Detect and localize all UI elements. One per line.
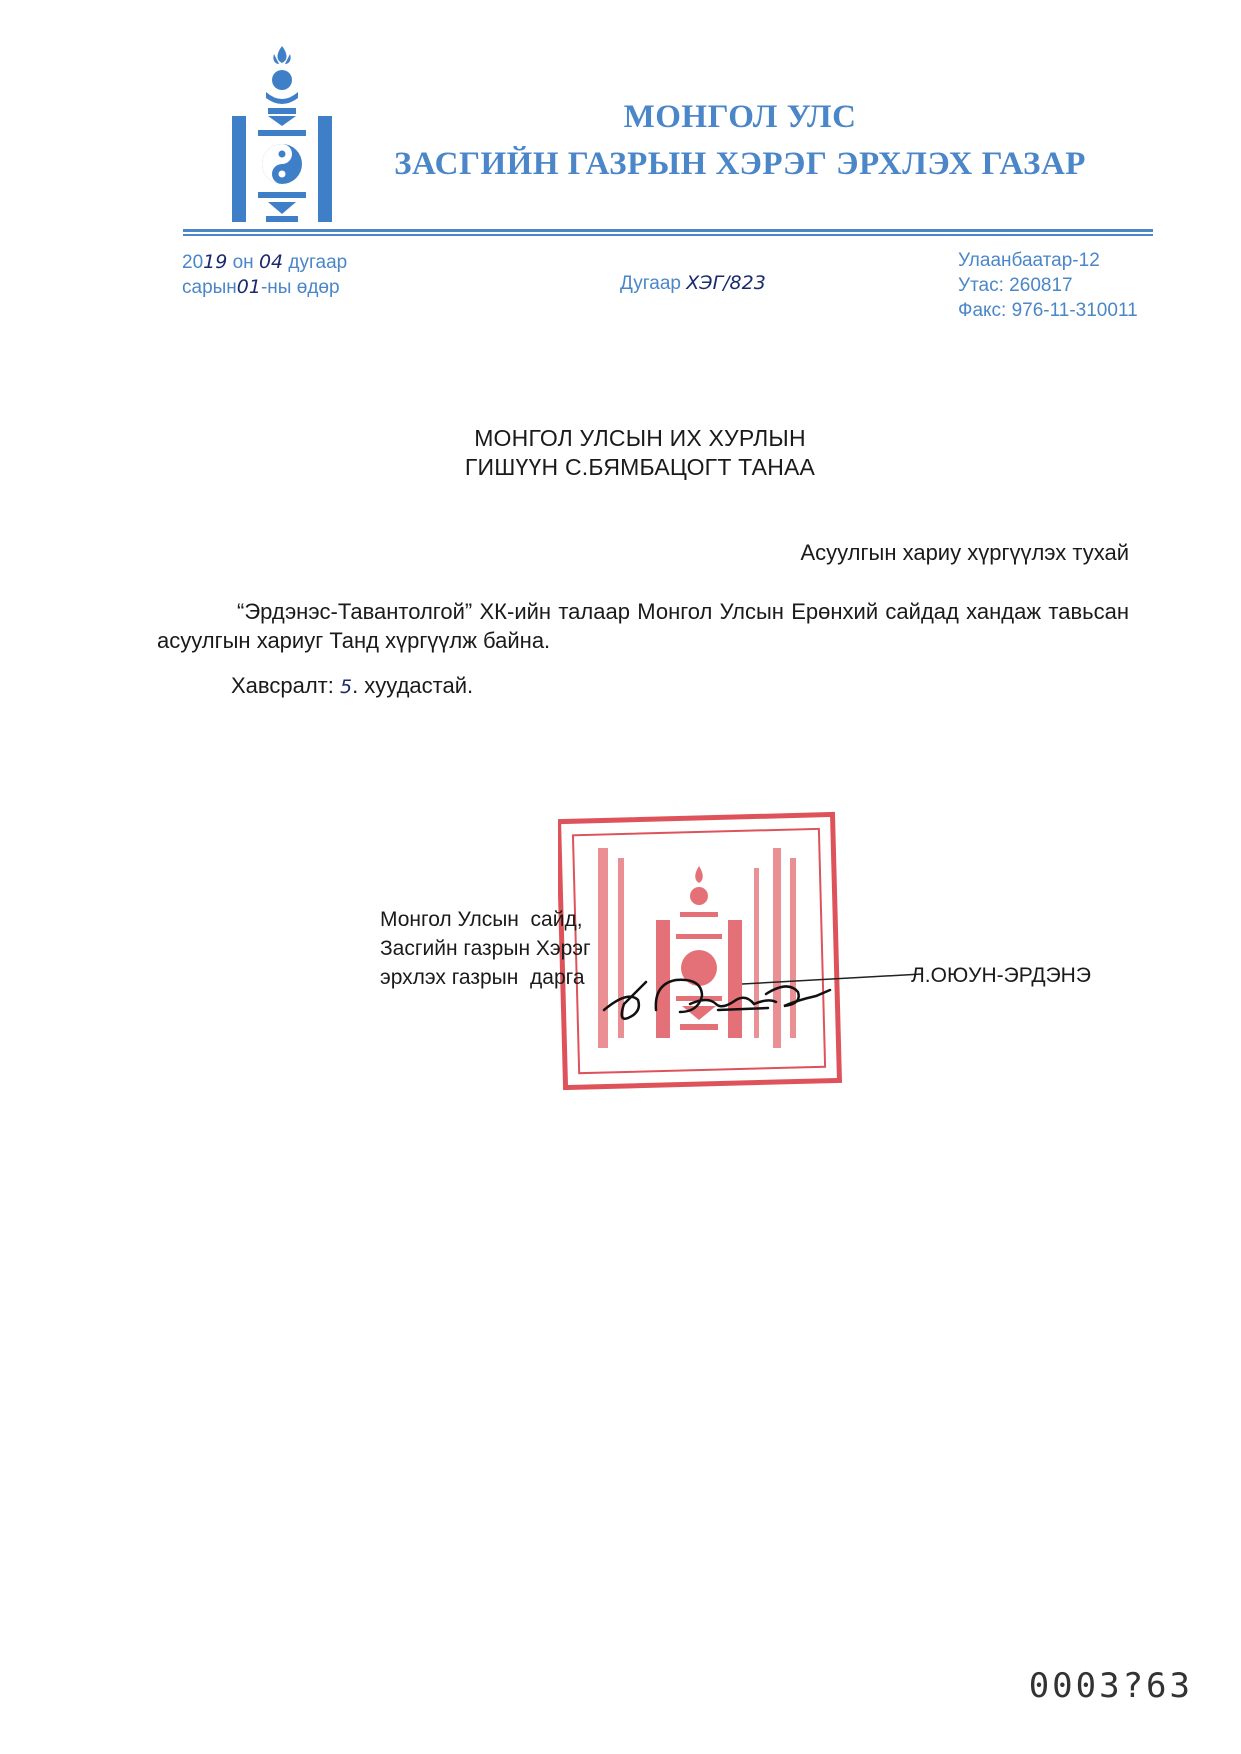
contact-phone: Утас: 260817 bbox=[958, 275, 1073, 296]
letterhead-divider-thin bbox=[183, 234, 1153, 236]
addressee bbox=[300, 424, 980, 482]
letter-number-label: Дугаар bbox=[620, 273, 681, 294]
date-day-word: өдөр bbox=[296, 277, 340, 298]
date-year: 19 bbox=[203, 251, 228, 273]
handwritten-signature bbox=[598, 960, 838, 1030]
soyombo-emblem-icon bbox=[232, 46, 332, 224]
attachment-suffix: . хуудастай. bbox=[352, 673, 474, 698]
addressee-line2: ГИШҮҮН С.БЯМБАЦОГТ ТАНАА bbox=[464, 454, 816, 480]
signatory-title-line3: эрхлэх газрын дарга bbox=[380, 966, 585, 989]
date-on: он bbox=[232, 252, 254, 273]
document-serial-number: 0003?63 bbox=[1028, 1666, 1193, 1706]
letter-number-value: ХЭГ/823 bbox=[686, 272, 766, 294]
letterhead-divider bbox=[183, 229, 1153, 232]
date-day-suffix: -ны bbox=[260, 277, 292, 298]
date-block bbox=[182, 250, 347, 300]
signatory-name: Л.ОЮУН-ЭРДЭНЭ bbox=[911, 964, 1091, 987]
attachment-label: Хавсралт: bbox=[231, 673, 334, 698]
date-month: 04 bbox=[258, 251, 284, 273]
letter-number bbox=[620, 272, 766, 295]
attachment-count: 5 bbox=[339, 676, 353, 698]
date-prefix: 20 bbox=[182, 252, 204, 273]
attachment-line bbox=[231, 673, 473, 699]
contact-block bbox=[958, 248, 1138, 323]
contact-city: Улаанбаатар-12 bbox=[958, 250, 1100, 271]
letterhead-office: ЗАСГИЙН ГАЗРЫН ХЭРЭГ ЭРХЛЭХ ГАЗАР bbox=[394, 146, 1086, 182]
signatory-title-line2: Засгийн газрын Хэрэг bbox=[380, 937, 591, 960]
date-month-word: дугаар bbox=[288, 252, 348, 273]
date-saryn: сарын bbox=[182, 277, 237, 298]
date-day: 01 bbox=[236, 276, 261, 298]
signatory-title-line1: Монгол Улсын сайд, bbox=[380, 908, 583, 931]
addressee-line1: МОНГОЛ УЛСЫН ИХ ХУРЛЫН bbox=[474, 425, 806, 451]
body-paragraph: “Эрдэнэс-Тавантолгой” ХК-ийн талаар Монгол Улсын Ерөнхий сайдад хандаж тавьсан асуулгын хариуг Танд хүргүүлж байна. bbox=[157, 599, 1129, 653]
subject-line: Асуулгын хариу хүргүүлэх тухай bbox=[800, 540, 1129, 565]
contact-fax: Факс: 976-11-310011 bbox=[958, 300, 1138, 321]
signatory-title bbox=[380, 905, 591, 992]
official-seal-stamp bbox=[558, 808, 843, 1093]
letterhead-country: МОНГОЛ УЛС bbox=[623, 99, 857, 135]
